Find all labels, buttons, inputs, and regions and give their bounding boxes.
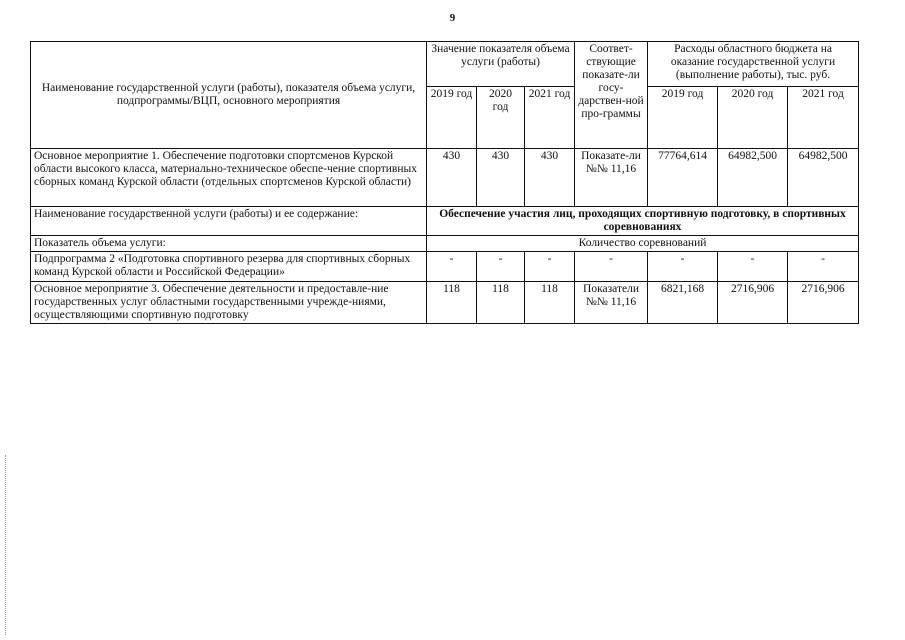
subprogram2-dash: - xyxy=(575,252,648,282)
table-row xyxy=(31,282,859,324)
indicator-value: Количество соревнований xyxy=(427,236,859,252)
header-expense-year-2019: 2019 год xyxy=(648,87,718,149)
table-row xyxy=(31,207,859,236)
header-year-2020: 2020 год xyxy=(477,87,525,149)
measure1-indicators: Показате-ли №№ 11,16 xyxy=(575,149,648,207)
subprogram2-name: Подпрограмма 2 «Подготовка спортивного резерва для спортивных сборных команд Курской области и Российской Федерации» xyxy=(31,252,427,282)
subprogram2-dash: - xyxy=(718,252,788,282)
header-match-cell: Соответ-ствующие показате-ли госу-дарствен-ной про-граммы xyxy=(575,42,648,149)
subprogram2-dash: - xyxy=(788,252,859,282)
indicator-label: Показатель объема услуги: xyxy=(31,236,427,252)
measure1-expense-2020: 64982,500 xyxy=(718,149,788,207)
measure3-value-2021: 118 xyxy=(525,282,575,324)
measure1-value-2019: 430 xyxy=(427,149,477,207)
measure3-expense-2019: 6821,168 xyxy=(648,282,718,324)
service-label: Наименование государственной услуги (работы) и ее содержание: xyxy=(31,207,427,236)
measure1-value-2020: 430 xyxy=(477,149,525,207)
header-expense-year-2020: 2020 год xyxy=(718,87,788,149)
subprogram2-dash: - xyxy=(427,252,477,282)
scan-margin-line xyxy=(5,455,6,635)
measure3-name: Основное мероприятие 3. Обеспечение деятельности и предоставле-ние государственных услуг областными государственными учрежде-ниями, осуществляющими спортивную подготовку xyxy=(31,282,427,324)
header-expense-group: Расходы областного бюджета на оказание государственной услуги (выполнение работы), тыс. руб. xyxy=(648,42,859,87)
header-year-2021: 2021 год xyxy=(525,87,575,149)
measure3-value-2019: 118 xyxy=(427,282,477,324)
subprogram2-dash: - xyxy=(477,252,525,282)
page-number: 9 xyxy=(449,12,456,24)
measure3-indicators: Показатели №№ 11,16 xyxy=(575,282,648,324)
measure3-expense-2021: 2716,906 xyxy=(788,282,859,324)
measure1-expense-2021: 64982,500 xyxy=(788,149,859,207)
subprogram2-dash: - xyxy=(648,252,718,282)
measure1-value-2021: 430 xyxy=(525,149,575,207)
header-year-2019: 2019 год xyxy=(427,87,477,149)
table-row xyxy=(31,149,859,207)
header-value-group: Значение показателя объема услуги (работы) xyxy=(427,42,575,87)
table-row xyxy=(31,236,859,252)
table-row xyxy=(31,252,859,282)
subprogram2-dash: - xyxy=(525,252,575,282)
measure1-name: Основное мероприятие 1. Обеспечение подготовки спортсменов Курской области высокого класса, материально-техническое обеспе-чение спортивных сборных команд Курской области (отдельных спортсменов Курской области) xyxy=(31,149,427,207)
measure1-expense-2019: 77764,614 xyxy=(648,149,718,207)
header-name-cell: Наименование государственной услуги (работы), показателя объема услуги, подпрограммы/ВЦП, основного мероприятия xyxy=(31,42,427,149)
measure3-expense-2020: 2716,906 xyxy=(718,282,788,324)
measure3-value-2020: 118 xyxy=(477,282,525,324)
services-table xyxy=(30,41,859,324)
service-value: Обеспечение участия лиц, проходящих спортивную подготовку, в спортивных соревнованиях xyxy=(427,207,859,236)
header-row-1 xyxy=(31,42,859,87)
header-expense-year-2021: 2021 год xyxy=(788,87,859,149)
